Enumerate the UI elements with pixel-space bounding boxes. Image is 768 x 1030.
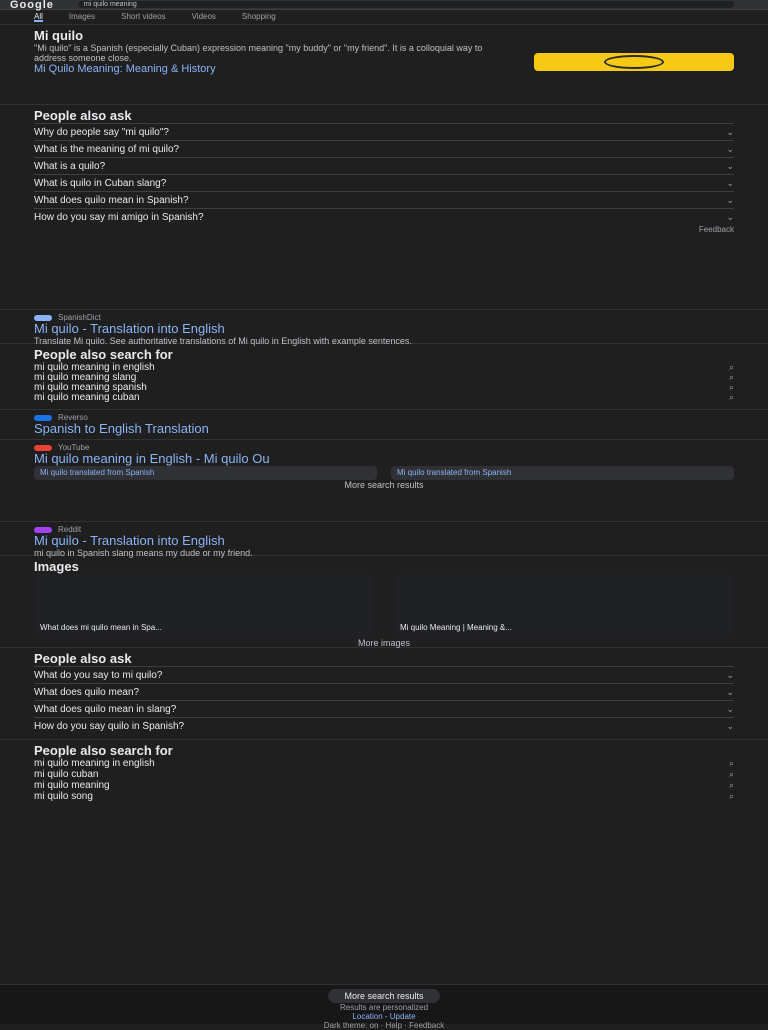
image-result[interactable]: Mi quilo Meaning | Meaning &... — [394, 574, 734, 638]
chevron-down-icon: ⌄ — [726, 126, 734, 137]
search-result: Reverso Spanish to English Translation — [0, 409, 768, 439]
result-sitelinks — [34, 466, 734, 480]
search-icon: ⌕ — [728, 371, 734, 382]
chevron-down-icon: ⌄ — [726, 211, 734, 222]
search-icon: ⌕ — [728, 361, 734, 372]
search-result: YouTube Mi quilo meaning in English - Mi quilo Ou Mi quilo translated from Spanish Mi quilo translated from Spanish More search results — [0, 439, 768, 521]
feedback-link[interactable]: Feedback — [698, 225, 734, 234]
chevron-down-icon: ⌄ — [726, 160, 734, 171]
search-icon: ⌕ — [728, 381, 734, 392]
paa-item[interactable]: What does quilo mean? ⌄ — [34, 683, 734, 700]
result-snippet: Translate Mi quilo. See authoritative translations of Mi quilo in English with example sentences. — [34, 336, 412, 346]
featured-source-link[interactable]: Mi Quilo Meaning: Meaning & History — [34, 63, 216, 75]
chevron-down-icon: ⌄ — [726, 177, 734, 188]
result-title-link[interactable]: Mi quilo meaning in English - Mi quilo Ou — [34, 451, 270, 466]
featured-snippet — [0, 24, 768, 104]
people-also-search-for-2 — [0, 739, 768, 809]
paa-title: People also ask — [34, 108, 132, 123]
pas-item[interactable]: mi quilo meaning in english ⌕ — [34, 758, 734, 769]
header — [0, 0, 768, 10]
favicon-icon — [34, 415, 52, 421]
footer — [0, 984, 768, 1030]
people-also-ask — [0, 104, 768, 309]
paa-title: People also ask — [34, 651, 132, 666]
pas-item[interactable]: mi quilo meaning slang ⌕ — [34, 371, 734, 383]
featured-title: Mi quilo — [34, 28, 84, 43]
paa-item[interactable]: What is quilo in Cuban slang? ⌄ — [34, 174, 734, 191]
search-icon: ⌕ — [728, 758, 734, 768]
chevron-down-icon: ⌄ — [726, 194, 734, 205]
footer-links[interactable]: Dark theme: on · Help · Feedback — [323, 1021, 445, 1030]
more-search-results-button[interactable]: More search results — [328, 989, 439, 1003]
pas-title: People also search for — [34, 743, 173, 758]
favicon-icon — [34, 527, 52, 533]
images-title: Images — [34, 559, 79, 574]
result-title-link[interactable]: Mi quilo - Translation into English — [34, 533, 225, 548]
logo-image-icon — [604, 55, 664, 69]
pas-item[interactable]: mi quilo meaning cuban ⌕ — [34, 391, 734, 403]
people-also-search-for — [0, 343, 768, 409]
search-result: Reddit Mi quilo - Translation into English mi quilo in Spanish slang means my dude or my friend. — [0, 521, 768, 555]
result-title-link[interactable]: Spanish to English Translation — [34, 421, 209, 436]
pas-item[interactable]: mi quilo cuban ⌕ — [34, 769, 734, 780]
brand-logo[interactable]: Google — [10, 0, 54, 11]
paa-item[interactable]: Why do people say "mi quilo"? ⌄ — [34, 123, 734, 140]
paa-item[interactable]: How do you say quilo in Spanish? ⌄ — [34, 717, 734, 734]
tab-all[interactable]: All — [34, 12, 43, 21]
more-results-link[interactable]: More search results — [344, 480, 424, 490]
search-icon: ⌕ — [728, 791, 734, 801]
pas-item[interactable]: mi quilo meaning ⌕ — [34, 780, 734, 791]
paa-item[interactable]: How do you say mi amigo in Spanish? ⌄ — [34, 208, 734, 225]
paa-item[interactable]: What do you say to mi quilo? ⌄ — [34, 666, 734, 683]
paa-item[interactable]: What does quilo mean in slang? ⌄ — [34, 700, 734, 717]
tab-videos[interactable]: Videos — [191, 12, 216, 21]
chevron-down-icon: ⌄ — [726, 703, 734, 714]
pas-item[interactable]: mi quilo meaning in english ⌕ — [34, 361, 734, 373]
chevron-down-icon: ⌄ — [726, 143, 734, 154]
footer-location[interactable]: Location - Update — [352, 1012, 416, 1021]
tab-short-videos[interactable]: Short videos — [121, 12, 166, 21]
chevron-down-icon: ⌄ — [726, 669, 734, 680]
result-snippet: mi quilo in Spanish slang means my dude or my friend. — [34, 548, 253, 558]
paa-item[interactable]: What is the meaning of mi quilo? ⌄ — [34, 140, 734, 157]
images-section — [0, 555, 768, 647]
search-icon: ⌕ — [728, 391, 734, 402]
search-tabs — [0, 10, 768, 24]
search-icon: ⌕ — [728, 780, 734, 790]
chevron-down-icon: ⌄ — [726, 720, 734, 731]
chevron-down-icon: ⌄ — [726, 686, 734, 697]
sitelink[interactable]: Mi quilo translated from Spanish — [391, 466, 734, 480]
search-icon: ⌕ — [728, 769, 734, 779]
pas-title: People also search for — [34, 347, 173, 362]
search-input[interactable]: mi quilo meaning — [78, 1, 734, 8]
result-title-link[interactable]: Mi quilo - Translation into English — [34, 321, 225, 336]
footer-personalized: Results are personalized — [339, 1003, 429, 1012]
people-also-ask-2 — [0, 647, 768, 739]
sitelink[interactable]: Mi quilo translated from Spanish — [34, 466, 377, 480]
search-result: SpanishDict Mi quilo - Translation into English Translate Mi quilo. See authoritative translations of Mi quilo in English with example sentences. — [0, 309, 768, 343]
tab-images[interactable]: Images — [68, 12, 96, 21]
paa-item[interactable]: What does quilo mean in Spanish? ⌄ — [34, 191, 734, 208]
pas-item[interactable]: mi quilo song ⌕ — [34, 791, 734, 802]
favicon-icon — [34, 445, 52, 451]
pas-item[interactable]: mi quilo meaning spanish ⌕ — [34, 381, 734, 393]
featured-text: "Mi quilo" is a Spanish (especially Cuban) expression meaning "my buddy" or "my friend". It is a colloquial way to address someone close. — [34, 43, 483, 63]
tab-shopping[interactable]: Shopping — [241, 12, 276, 21]
more-images-button[interactable]: More images — [357, 638, 411, 648]
image-result[interactable]: What does mi quilo mean in Spa... — [34, 574, 374, 638]
featured-image[interactable] — [534, 53, 734, 71]
favicon-icon — [34, 315, 52, 321]
paa-item[interactable]: What is a quilo? ⌄ — [34, 157, 734, 174]
